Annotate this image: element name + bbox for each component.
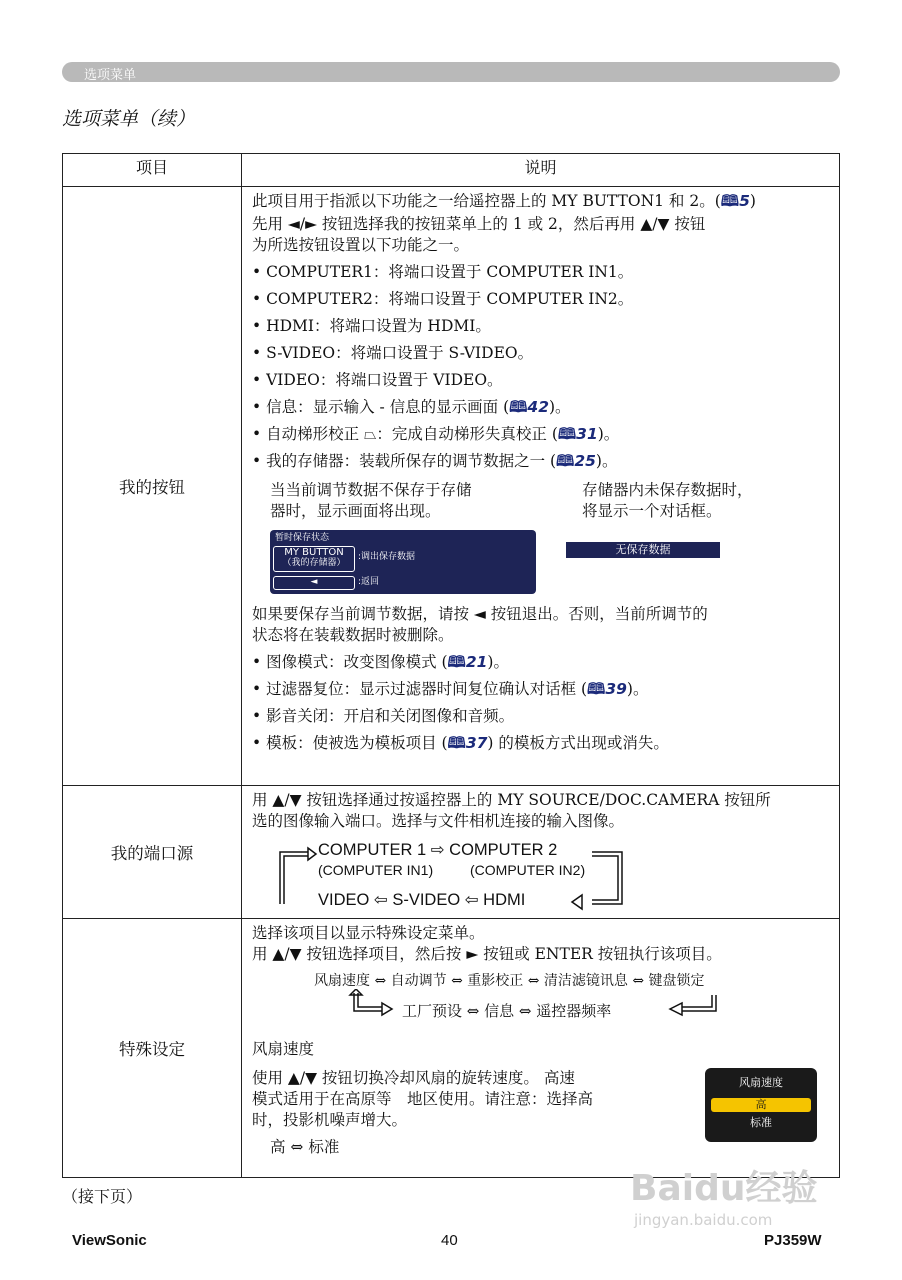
text-line: 选的图像输入端口。选择与文件相机连接的输入图像。 [252,812,625,830]
item-special: 特殊设定 [63,919,242,1178]
section-bar-label: 选项菜单 [84,68,137,83]
diagram-top-row: COMPUTER 1 ⇨ COMPUTER 2 [318,841,558,859]
text-line: 此项目用于指派以下功能之一给遥控器上的 MY BUTTON1 和 2。(🕮5) [252,192,756,210]
continued-note: （接下页） [62,1187,143,1206]
item-my-button: 我的按钮 [63,187,242,786]
table-row [63,786,840,919]
note-left: 器时，显示画面将出现。 [270,502,441,520]
text-line: 选择该项目以显示特殊设定菜单。 [252,924,485,942]
desc-special [242,919,840,1178]
text-line: 高 ⇔ 标准 [270,1138,340,1156]
note-right: 将显示一个对话框。 [582,502,722,520]
section-bar [62,62,840,82]
flow-row-1: 风扇速度 ⇔ 自动调节 ⇔ 重影校正 ⇔ 清洁滤镜讯息 ⇔ 键盘锁定 [314,973,705,989]
watermark-url: jingyan.baidu.com [634,1211,773,1229]
osd-option: 标准 [750,1116,772,1129]
osd-title: 暂时保存状态 [275,533,330,543]
book-ref-icon[interactable]: 🕮21 [447,653,488,671]
options-table [62,153,840,1178]
osd-label: :调出保存数据 [358,552,416,562]
diagram-sub-2: (COMPUTER IN2) [470,862,586,878]
text-line: 模式适用于在高原等 地区使用。请注意：选择高 [252,1090,594,1108]
text-line: 为所选按钮设置以下功能之一。 [252,236,470,254]
osd-option-selected: 高 [711,1098,811,1112]
text-line: 时，投影机噪声增大。 [252,1111,408,1129]
list-item: • S-VIDEO：将端口设置于 S-VIDEO。 [252,344,534,362]
list-item: • 影音关闭：开启和关闭图像和音频。 [252,707,515,725]
list-item: • 我的存储器：装载所保存的调节数据之一 (🕮25)。 [252,452,618,470]
header-item: 项目 [63,154,242,187]
book-ref-icon[interactable]: 🕮39 [587,680,627,698]
list-item: • COMPUTER1：将端口设置于 COMPUTER IN1。 [252,263,634,281]
osd-notes [252,480,829,522]
desc-my-source [242,786,840,919]
footer-brand: ViewSonic [72,1232,147,1249]
footer-page-number: 40 [441,1232,458,1249]
list-item: • 图像模式：改变图像模式 (🕮21)。 [252,653,509,671]
watermark-logo: Baidu经验 [630,1168,818,1209]
desc-my-button [242,187,840,786]
diagram-bottom-row: VIDEO ⇦ S-VIDEO ⇦ HDMI [318,891,526,909]
osd-no-save-dialog: 无保存数据 [566,542,720,558]
osd-mybutton-key: MY BUTTON （我的存储器） [273,546,355,572]
book-ref-icon[interactable]: 🕮42 [509,398,549,416]
list-item: • VIDEO：将端口设置于 VIDEO。 [252,371,503,389]
list-item: • 自动梯形校正 ⏢：完成自动梯形失真校正 (🕮31)。 [252,425,620,443]
note-left: 当当前调节数据不保存于存储 [270,481,472,499]
book-ref-icon[interactable]: 🕮5 [720,192,750,210]
text-line: 用 ▲/▼ 按钮选择项目，然后按 ► 按钮或 ENTER 按钮执行该项目。 [252,945,722,963]
osd-fan-speed [705,1068,817,1142]
list-item: • 过滤器复位：显示过滤器时间复位确认对话框 (🕮39)。 [252,680,649,698]
table-row [63,919,840,1178]
list-item: • COMPUTER2：将端口设置于 COMPUTER IN2。 [252,290,634,308]
note-right: 存储器内未保存数据时， [582,481,753,499]
text-line: 如果要保存当前调节数据，请按 ◄ 按钮退出。否则，当前所调节的 [252,605,708,623]
source-cycle-diagram [252,832,829,912]
fan-heading: 风扇速度 [252,1040,315,1058]
book-ref-icon[interactable]: 🕮25 [556,452,596,470]
flow-row-2: 工厂预设 ⇔ 信息 ⇔ 遥控器频率 [402,1002,612,1020]
list-item: • 模板：使被选为模板项目 (🕮37) 的模板方式出现或消失。 [252,734,669,752]
footer-model: PJ359W [764,1232,822,1249]
watermark [630,1160,817,1229]
list-item: • HDMI：将端口设置为 HDMI。 [252,317,491,335]
text-line: 使用 ▲/▼ 按钮切换冷却风扇的旋转速度。 高速 [252,1069,575,1087]
text-line: 用 ▲/▼ 按钮选择通过按遥控器上的 MY SOURCE/DOC.CAMERA 按钮所 [252,791,771,809]
book-ref-icon[interactable]: 🕮31 [557,425,598,443]
header-desc: 说明 [242,154,840,187]
text-line: 状态将在装载数据时被删除。 [252,626,454,644]
table-header-row [63,154,840,187]
osd-left-key: ◄ [273,576,355,590]
text-line: 先用 ◄/► 按钮选择我的按钮菜单上的 1 或 2，然后再用 ▲/▼ 按钮 [252,215,706,233]
list-item: • 信息：显示输入 - 信息的显示画面 (🕮42)。 [252,398,571,416]
special-flow-diagram [252,965,829,1033]
table-row [63,187,840,786]
osd-title: 风扇速度 [739,1076,783,1089]
osd-label: :返回 [358,577,380,587]
item-my-source: 我的端口源 [63,786,242,919]
diagram-sub-1: (COMPUTER IN1) [318,862,434,878]
osd-save-state-screen [270,530,536,594]
book-ref-icon[interactable]: 🕮37 [447,734,488,752]
page-title: 选项菜单（续） [62,108,196,130]
